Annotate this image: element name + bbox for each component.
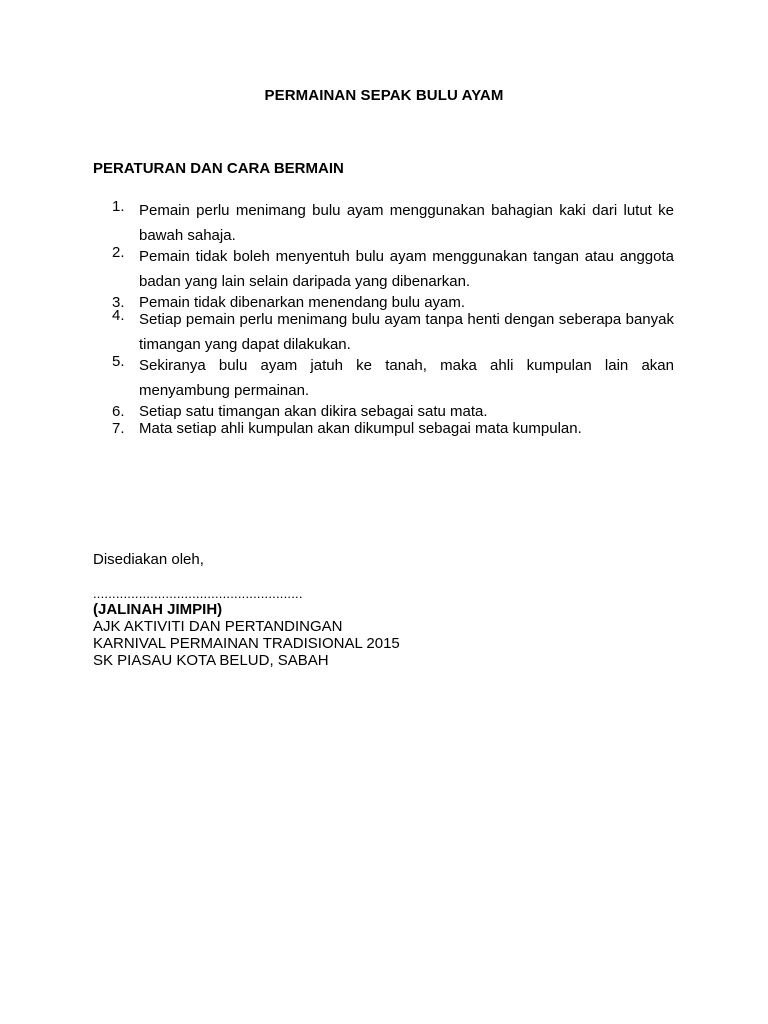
rule-text: Pemain tidak dibenarkan menendang bulu ayam. — [139, 294, 466, 311]
signer-role: AJK AKTIVITI DAN PERTANDINGAN — [93, 618, 343, 635]
signer-name: (JALINAH JIMPIH) — [93, 601, 223, 618]
signer-school: SK PIASAU KOTA BELUD, SABAH — [93, 652, 329, 669]
rule-text: Setiap satu timangan akan dikira sebagai satu mata. — [139, 403, 488, 420]
rule-item — [112, 420, 674, 437]
signer-event: KARNIVAL PERMAINAN TRADISIONAL 2015 — [93, 635, 400, 652]
document-title: PERMAINAN SEPAK BULU AYAM — [264, 87, 504, 104]
rule-number: 5. — [112, 353, 125, 370]
rule-number: 2. — [112, 244, 125, 261]
rule-number: 1. — [112, 198, 125, 215]
section-heading: PERATURAN DAN CARA BERMAIN — [93, 160, 344, 177]
rule-number: 4. — [112, 307, 125, 324]
rule-text: Pemain perlu menimang bulu ayam menggunakan bahagian kaki dari lutut ke bawah sahaja. — [139, 202, 674, 244]
rule-text: Mata setiap ahli kumpulan akan dikumpul sebagai mata kumpulan. — [139, 420, 582, 437]
rule-number: 6. — [112, 403, 125, 420]
prepared-by-label: Disediakan oleh, — [93, 551, 204, 568]
rule-text: Pemain tidak boleh menyentuh bulu ayam menggunakan tangan atau anggota badan yang lain selain daripada yang dibenarkan. — [139, 248, 674, 290]
signature-line: ....................................................... — [93, 586, 303, 601]
rule-number: 3. — [112, 294, 125, 311]
rules-list — [112, 198, 674, 437]
rule-text: Setiap pemain perlu menimang bulu ayam tanpa henti dengan seberapa banyak timangan yang dapat dilakukan. — [139, 311, 674, 353]
rule-item — [112, 244, 674, 294]
rule-text: Sekiranya bulu ayam jatuh ke tanah, maka ahli kumpulan lain akan menyambung permainan. — [139, 357, 674, 399]
rule-item — [112, 307, 674, 357]
rule-item — [112, 403, 674, 420]
rule-item — [112, 353, 674, 403]
rule-number: 7. — [112, 420, 125, 437]
rule-item — [112, 198, 674, 248]
